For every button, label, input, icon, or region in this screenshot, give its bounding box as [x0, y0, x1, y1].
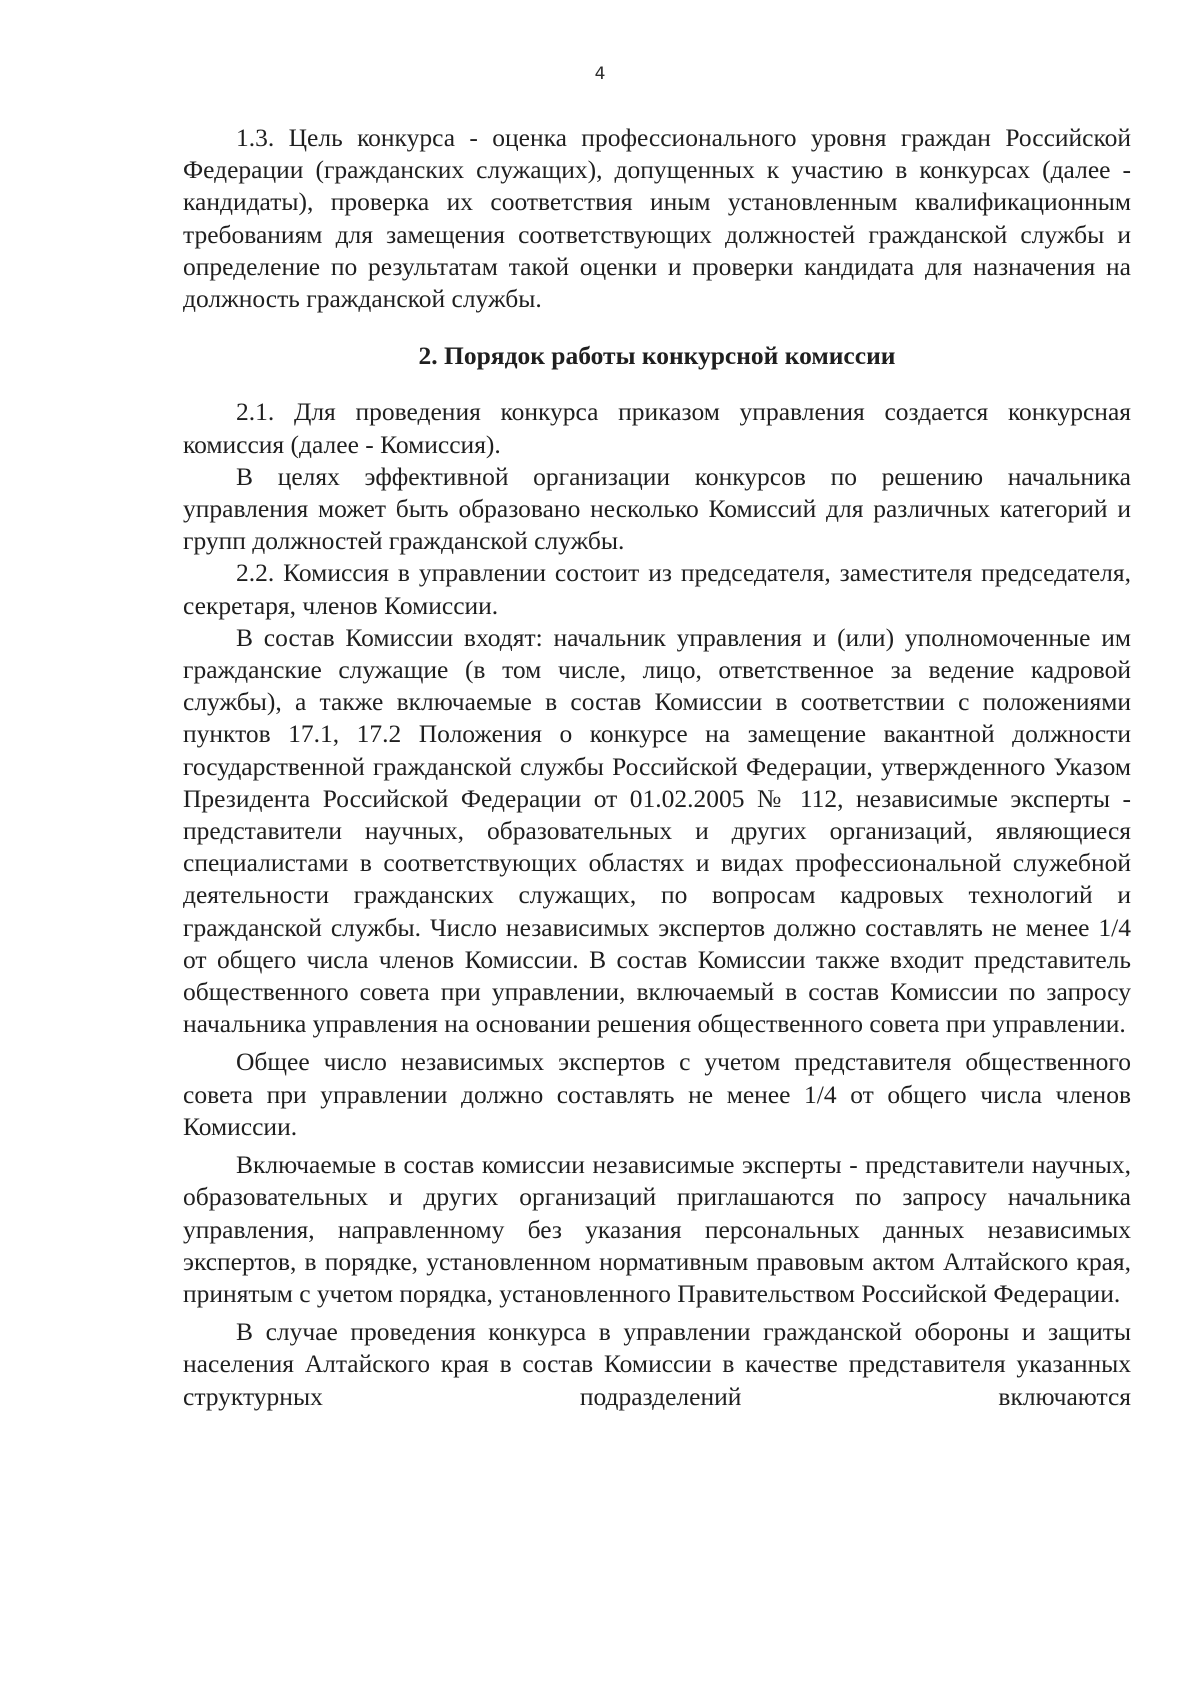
paragraph: В случае проведения конкурса в управлении гражданской обороны и защиты населения Алтайского края в состав Комиссии в качестве представителя указанных структурных подразделений включаются	[183, 1317, 1131, 1411]
paragraph-2-1: 2.1. Для проведения конкурса приказом управления создается конкурсная комиссия (далее - Комиссия).	[183, 397, 1131, 459]
paragraph-2-2: 2.2. Комиссия в управлении состоит из председателя, заместителя председателя, секретаря, членов Комиссии.	[183, 558, 1131, 620]
paragraph: Общее число независимых экспертов с учетом представителя общественного совета при управлении должно составлять не менее 1/4 от общего числа членов Комиссии.	[183, 1047, 1131, 1141]
document-body	[183, 122, 1131, 1413]
paragraph: В состав Комиссии входят: начальник управления и (или) уполномоченные им гражданские служащие (в том числе, лицо, ответственное за ведение кадровой службы), а также включаемые в состав Комиссии в соответствии с положениями пунктов 17.1, 17.2 Положения о конкурсе на замещение вакантной должности государственной гражданской службы Российской Федерации, утвержденного Указом Президента Российской Федерации от 01.02.2005 № 112, независимые эксперты - представители научных, образовательных и других организаций, являющиеся специалистами в соответствующих областях и видах профессиональной служебной деятельности гражданских служащих, по вопросам кадровых технологий и гражданской службы. Число независимых экспертов должно составлять не менее 1/4 от общего числа членов Комиссии. В состав Комиссии также входит представитель общественного совета при управлении, включаемый в состав Комиссии по запросу начальника управления на основании решения общественного совета при управлении.	[183, 622, 1131, 1039]
paragraph: В целях эффективной организации конкурсов по решению начальника управления может быть образовано несколько Комиссий для различных категорий и групп должностей гражданской службы.	[183, 461, 1131, 556]
paragraph-1-3: 1.3. Цель конкурса - оценка профессионального уровня граждан Российской Федерации (гражданских служащих), допущенных к участию в конкурсах (далее - кандидаты), проверка их соответствия иным установленным квалификационным требованиям для замещения соответствующих должностей гражданской службы и определение по результатам такой оценки и проверки кандидата для назначения на должность гражданской службы.	[183, 123, 1131, 314]
paragraph: Включаемые в состав комиссии независимые эксперты - представители научных, образовательных и других организаций приглашаются по запросу начальника управления, направленному без указания персональных данных независимых экспертов, в порядке, установленном нормативным правовым актом Алтайского края, принятым с учетом порядка, установленного Правительством Российской Федерации.	[183, 1150, 1131, 1308]
page-number: 4	[594, 64, 606, 84]
section-heading: 2. Порядок работы конкурсной комиссии	[418, 341, 896, 371]
